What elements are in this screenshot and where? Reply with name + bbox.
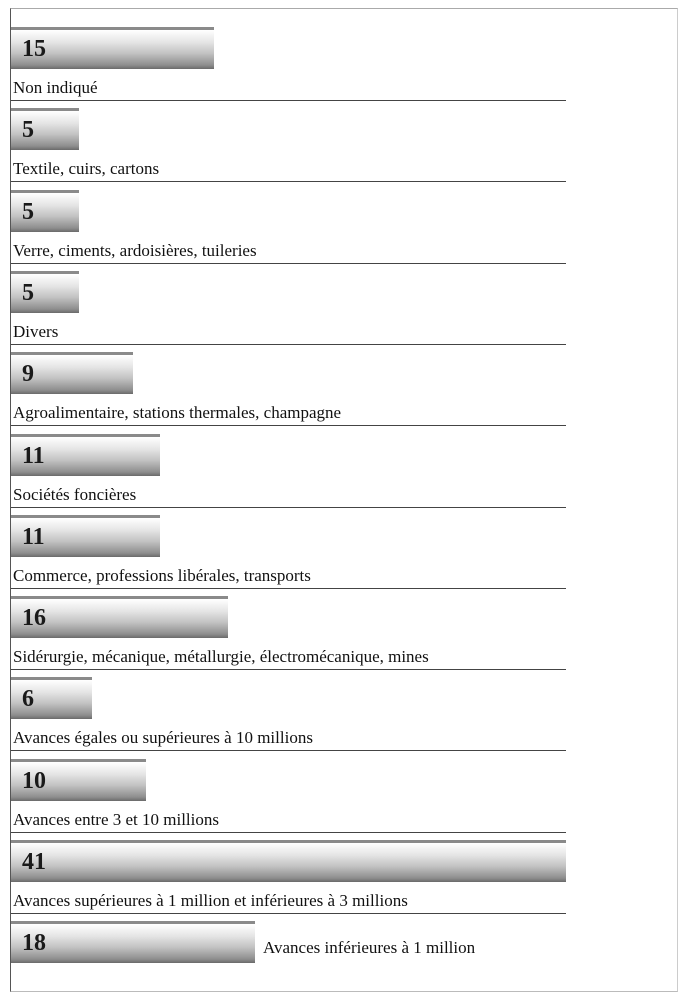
- category-label: Textile, cuirs, cartons: [13, 159, 160, 178]
- bar-value-label: 11: [22, 524, 45, 550]
- category-label: Avances égales ou supérieures à 10 millions: [13, 728, 313, 747]
- bar-value-label: 5: [22, 280, 34, 306]
- category-label: Sidérurgie, mécanique, métallurgie, électromécanique, mines: [13, 647, 429, 666]
- bar-value-label: 18: [22, 930, 46, 956]
- row-separator: [11, 425, 566, 426]
- category-label: Commerce, professions libérales, transports: [13, 566, 311, 585]
- bar-value-label: 9: [22, 361, 34, 387]
- bar-value-label: 11: [22, 443, 45, 469]
- bar: [11, 840, 566, 882]
- category-label: Avances supérieures à 1 million et inférieures à 3 millions: [13, 891, 408, 910]
- category-label: Avances entre 3 et 10 millions: [13, 810, 219, 829]
- bar-value-label: 15: [22, 36, 46, 62]
- category-label: Avances inférieures à 1 million: [263, 938, 476, 957]
- bar-value-label: 5: [22, 117, 34, 143]
- bar-value-label: 5: [22, 199, 34, 225]
- row-separator: [11, 344, 566, 345]
- bar-value-label: 10: [22, 768, 46, 794]
- category-label: Non indiqué: [13, 78, 98, 97]
- bar-value-label: 41: [22, 849, 46, 875]
- row-separator: [11, 100, 566, 101]
- row-separator: [11, 669, 566, 670]
- bar: [11, 921, 255, 963]
- row-separator: [11, 750, 566, 751]
- row-separator: [11, 913, 566, 914]
- row-separator: [11, 588, 566, 589]
- category-label: Divers: [13, 322, 59, 341]
- bar-value-label: 16: [22, 605, 46, 631]
- row-separator: [11, 507, 566, 508]
- category-label: Sociétés foncières: [13, 485, 137, 504]
- category-label: Agroalimentaire, stations thermales, champagne: [13, 403, 342, 422]
- bar-value-label: 6: [22, 686, 34, 712]
- row-separator: [11, 832, 566, 833]
- row-separator: [11, 181, 566, 182]
- category-label: Verre, ciments, ardoisières, tuileries: [13, 241, 257, 260]
- row-separator: [11, 263, 566, 264]
